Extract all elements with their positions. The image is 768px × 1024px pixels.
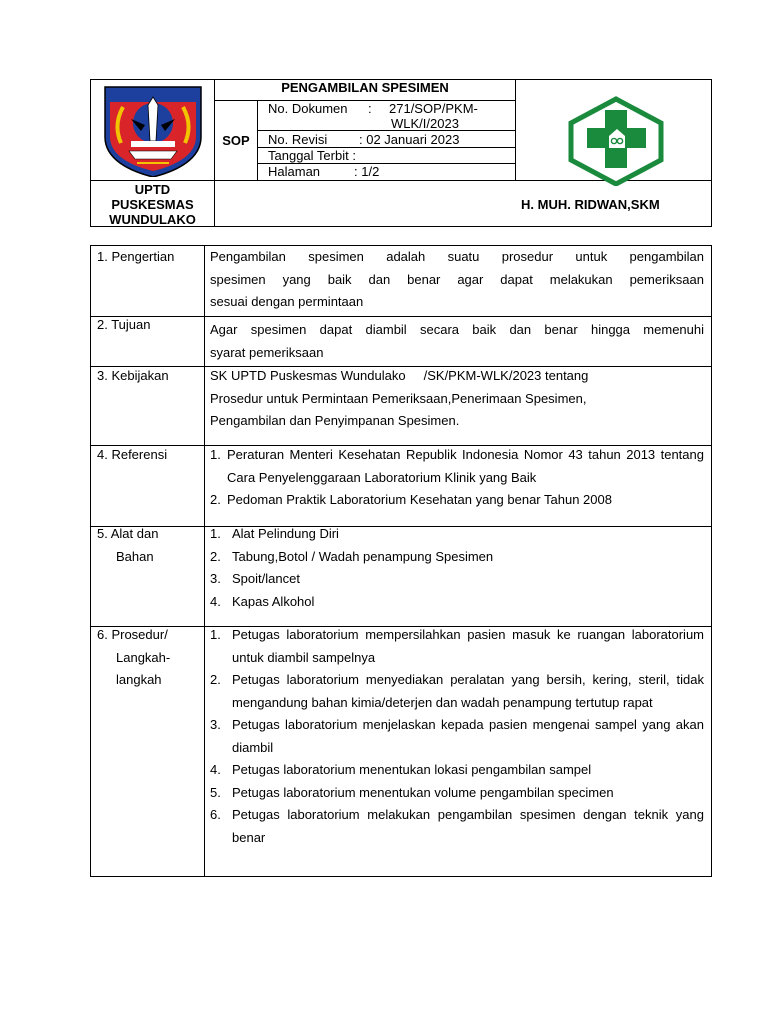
- section-label-pengertian: 1. Pengertian: [97, 249, 175, 264]
- no-dokumen-label: No. Dokumen: [268, 101, 348, 116]
- org-line: PUSKESMAS: [111, 196, 194, 212]
- list-text: Petugas laboratorium menjelaskan kepada pasien mengenai sampel yang akan diambil: [232, 717, 704, 755]
- list-item: [210, 804, 704, 849]
- kemenkes-logo: [567, 96, 665, 191]
- list-number: 3.: [210, 717, 221, 732]
- org-line: WUNDULAKO: [109, 211, 196, 227]
- no-dokumen-value: WLK/I/2023: [391, 116, 459, 131]
- text-line: sesuai dengan permintaan: [210, 294, 364, 309]
- section-label-tujuan: 2. Tujuan: [97, 317, 151, 332]
- coat-of-arms-icon: [101, 85, 205, 177]
- section-content-pengertian: [210, 246, 704, 314]
- halaman-label: Halaman: [268, 164, 321, 179]
- list-item: [210, 669, 704, 714]
- list-text: Alat Pelindung Diri: [232, 526, 339, 541]
- section-content-kebijakan: [210, 365, 704, 433]
- section-content-referensi: [210, 444, 704, 512]
- signer-name: H. MUH. RIDWAN,SKM: [521, 196, 660, 212]
- list-number: 2.: [210, 548, 221, 564]
- section-content-tujuan: [210, 319, 704, 364]
- list-number: 4.: [210, 762, 221, 777]
- list-text: Petugas laboratorium menentukan lokasi pengambilan sampel: [232, 762, 592, 777]
- section-label-prosedur: [97, 624, 201, 692]
- list-number: 5.: [210, 784, 221, 800]
- list-number: 3.: [210, 571, 221, 586]
- text-line: SK UPTD Puskesmas Wundulako /SK/PKM-WLK/2023 tentang: [210, 368, 589, 383]
- label-line: Bahan: [116, 548, 154, 564]
- list-number: 2.: [210, 672, 221, 687]
- no-revisi-value: : 02 Januari 2023: [359, 132, 460, 147]
- list-item: [210, 489, 704, 512]
- list-number: 1.: [210, 627, 221, 642]
- colon: :: [368, 101, 372, 116]
- list-item: [210, 714, 704, 759]
- kabupaten-logo: [91, 80, 214, 181]
- label-line: Langkah-: [116, 649, 171, 665]
- no-dokumen-value: 271/SOP/PKM-: [389, 101, 478, 116]
- section-content-prosedur: [210, 624, 704, 849]
- list-number: 2.: [210, 492, 221, 507]
- org-line: UPTD: [134, 181, 171, 197]
- list-text: Peraturan Menteri Kesehatan Republik Indonesia Nomor 43 tahun 2013 tentang Cara Penyelenggaraan Laboratorium Klinik yang Baik: [227, 447, 704, 485]
- text-line: Pengambilan spesimen adalah suatu prosedur untuk pengambilan: [210, 249, 704, 264]
- section-content-alat: [210, 523, 704, 613]
- list-item: [210, 444, 704, 489]
- text-line: syarat pemeriksaan: [210, 344, 324, 360]
- list-item: [210, 759, 704, 782]
- text-line: Agar spesimen dapat diambil secara baik dan benar hingga memenuhi: [210, 322, 704, 337]
- text-line: spesimen yang baik dan benar agar dapat melakukan pemeriksaan: [210, 271, 704, 287]
- label-line: langkah: [116, 672, 162, 687]
- list-text: Petugas laboratorium menyediakan peralatan yang bersih, kering, steril, tidak mengandung bahan kimia/deterjen dan wadah penampung tertutup rapat: [232, 672, 704, 710]
- list-number: 1.: [210, 526, 221, 541]
- header-divider: [258, 130, 515, 131]
- label-line: 5. Alat dan: [97, 526, 159, 541]
- list-item: [210, 568, 704, 591]
- list-text: Petugas laboratorium menentukan volume pengambilan specimen: [232, 784, 614, 800]
- column-divider: [204, 246, 205, 876]
- sop-label: SOP: [222, 132, 250, 148]
- section-label-alat: [97, 523, 201, 568]
- tanggal-terbit-label: Tanggal Terbit :: [268, 148, 356, 163]
- list-item: [210, 523, 704, 546]
- no-dokumen-row: [258, 102, 515, 130]
- list-number: 1.: [210, 447, 221, 462]
- label-line: 6. Prosedur/: [97, 627, 168, 642]
- list-item: [210, 591, 704, 614]
- list-text: Petugas laboratorium melakukan pengambilan spesimen dengan teknik yang benar: [232, 807, 704, 845]
- list-item: [210, 782, 704, 805]
- section-label-kebijakan: 3. Kebijakan: [97, 368, 169, 383]
- document-header: [90, 79, 712, 227]
- text-line: Pengambilan dan Penyimpanan Spesimen.: [210, 413, 460, 428]
- list-number: 6.: [210, 807, 221, 822]
- list-item: [210, 624, 704, 669]
- list-text: Kapas Alkohol: [232, 593, 315, 609]
- list-item: [210, 546, 704, 569]
- list-text: Pedoman Praktik Laboratorium Kesehatan yang benar Tahun 2008: [227, 492, 612, 507]
- section-label-referensi: 4. Referensi: [97, 447, 168, 462]
- halaman-value: : 1/2: [354, 164, 380, 179]
- no-revisi-label: No. Revisi: [268, 132, 328, 147]
- text-line: Prosedur untuk Permintaan Pemeriksaan,Penerimaan Spesimen,: [210, 390, 587, 406]
- list-text: Tabung,Botol / Wadah penampung Spesimen: [232, 548, 494, 564]
- list-text: Petugas laboratorium mempersilahkan pasien masuk ke ruangan laboratorium untuk diambil sampelnya: [232, 627, 704, 665]
- document-title: PENGAMBILAN SPESIMEN: [281, 80, 449, 95]
- organization-name: [91, 181, 214, 227]
- sop-content-table: [90, 245, 712, 877]
- header-divider: [515, 80, 516, 181]
- list-number: 4.: [210, 593, 221, 609]
- health-cross-icon: [567, 96, 665, 186]
- list-text: Spoit/lancet: [232, 571, 300, 586]
